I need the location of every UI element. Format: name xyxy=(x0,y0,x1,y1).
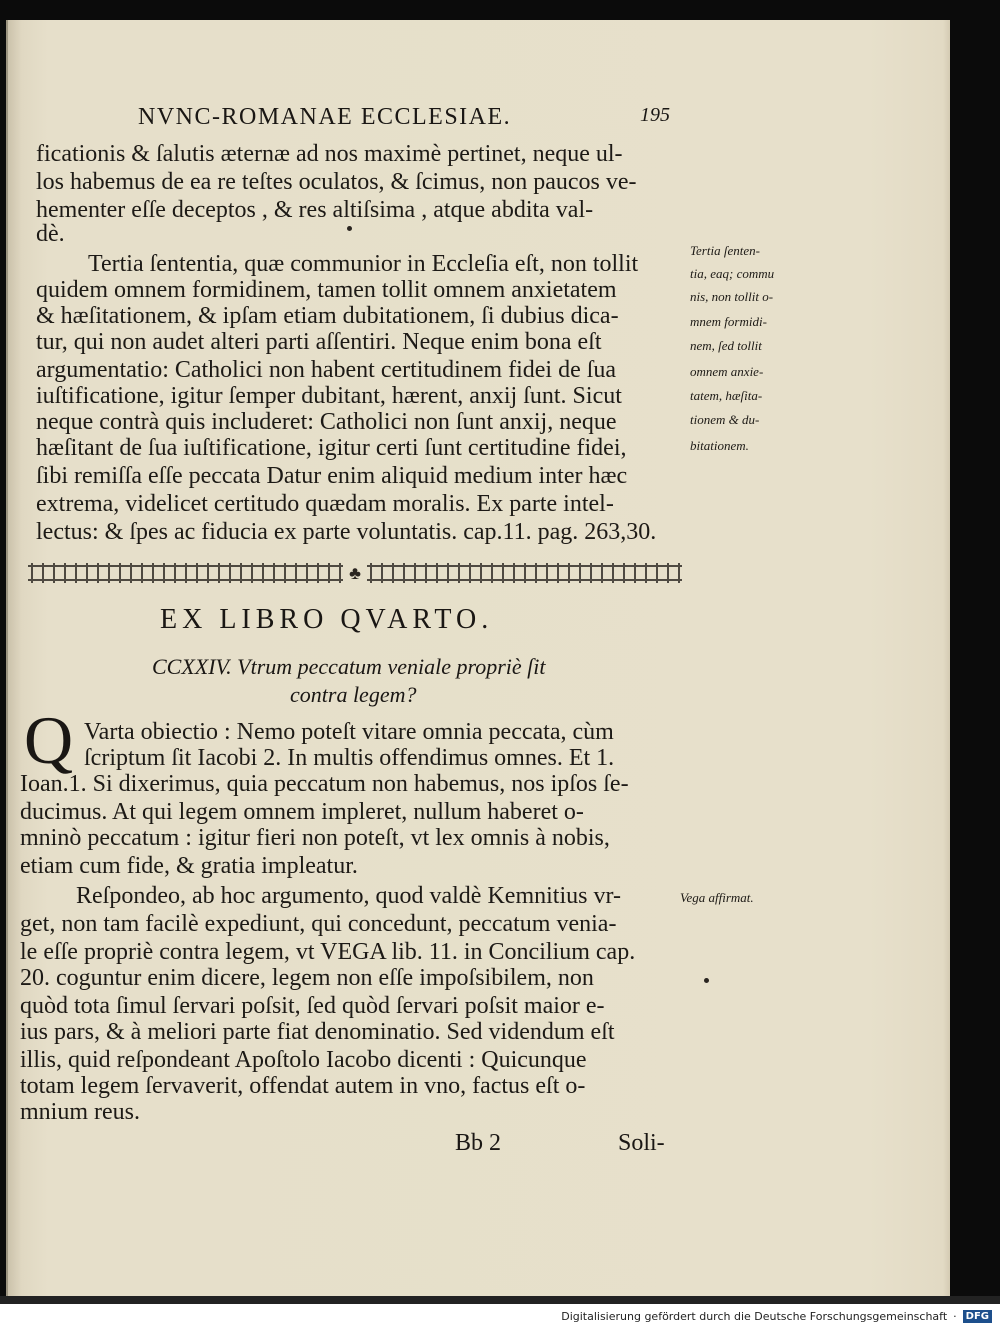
text-line: 20. coguntur enim dicere, legem non eſſe impoſsibilem, non xyxy=(20,965,594,991)
text-line: hementer eſſe deceptos , & res altiſsima , atque abdita val- xyxy=(36,197,594,223)
text-line: lectus: & ſpes ac fiducia ex parte voluntatis. cap.11. pag. 263,30. xyxy=(36,519,657,545)
ink-speck xyxy=(704,978,709,983)
separator: · xyxy=(953,1309,957,1323)
drop-cap: Q xyxy=(24,702,74,778)
text-line: Reſpondeo, ab hoc argumento, quod valdè Kemnitius vr- xyxy=(76,883,621,909)
text-line: mnium reus. xyxy=(20,1099,140,1125)
ornament-band-left xyxy=(28,563,343,583)
text-line: mninò peccatum : igitur fieri non poteſt, vt lex omnis à nobis, xyxy=(20,825,610,851)
catchword: Soli- xyxy=(618,1130,665,1156)
signature-mark: Bb 2 xyxy=(455,1130,502,1156)
margin-note-line: tionem & du- xyxy=(690,412,760,427)
text-line: Ioan.1. Si dixerimus, quia peccatum non habemus, nos ipſos ſe- xyxy=(20,771,629,797)
scan-bottom-edge xyxy=(0,1296,1000,1304)
margin-note-line: nis, non tollit o- xyxy=(690,289,774,304)
text-line: ſibi remiſſa eſſe peccata Datur enim aliquid medium inter hæc xyxy=(36,463,628,489)
text-line: le eſſe propriè contra legem, vt VEGA lib. 11. in Concilium cap. xyxy=(20,939,636,965)
running-title: NVNC-ROMANAE ECCLESIAE. xyxy=(138,104,512,130)
page-number: 195 xyxy=(640,104,670,126)
margin-note-line: nem, ſed tollit xyxy=(690,338,762,353)
text-line: neque contrà quis includeret: Catholici non ſunt anxij, neque xyxy=(36,409,617,435)
margin-note-line: tia, eaq; commu xyxy=(690,266,775,281)
text-line: totam legem ſervaverit, offendat autem in vno, factus eſt o- xyxy=(20,1073,586,1099)
text-line: hæſitant de ſua iuſtificatione, igitur certi ſunt certitudine fidei, xyxy=(36,435,627,461)
margin-note-line: Tertia ſenten- xyxy=(690,243,760,258)
text-line: iuſtificatione, igitur ſemper dubitant, hærent, anxij ſunt. Sicut xyxy=(36,383,622,409)
text-line: ſcriptum ſit Iacobi 2. In multis offendimus omnes. Et 1. xyxy=(84,745,615,771)
text-line: extrema, videlicet certitudo quædam moralis. Ex parte intel- xyxy=(36,491,614,517)
text-line: & hæſitationem, & ipſam etiam dubitationem, ſi dubius dica- xyxy=(36,303,619,329)
question-heading-line2: contra legem? xyxy=(290,682,417,707)
margin-note-line: omnem anxie- xyxy=(690,364,764,379)
margin-note-2: Vega affirmat. xyxy=(680,890,754,905)
ornamental-divider xyxy=(28,560,682,586)
dfg-logo-icon: DFG xyxy=(963,1310,992,1323)
ink-speck xyxy=(347,226,352,231)
text-line: quòd tota ſimul ſervari poſsit, ſed quòd ſervari poſsit maior e- xyxy=(20,993,605,1019)
text-line: tur, qui non audet alteri parti aſſentiri. Neque enim bona eſt xyxy=(36,329,602,355)
text-line: dè. xyxy=(36,221,65,247)
text-line: ius pars, & à meliori parte fiat denominatio. Sed videndum eſt xyxy=(20,1019,615,1045)
text-line: etiam cum fide, & gratia impleatur. xyxy=(20,853,358,879)
credit-text: Digitalisierung gefördert durch die Deutsche Forschungsgemeinschaft xyxy=(561,1309,948,1323)
digitization-credit xyxy=(561,1306,992,1326)
ornament-center-icon: ♣ xyxy=(349,562,361,583)
text-line: Tertia ſententia, quæ communior in Eccleſia eſt, non tollit xyxy=(88,251,639,277)
text-line: illis, quid reſpondeant Apoſtolo Iacobo dicenti : Quicunque xyxy=(20,1047,587,1073)
margin-note-line: bitationem. xyxy=(690,438,749,453)
section-title: EX LIBRO QVARTO. xyxy=(160,604,494,635)
text-line: quidem omnem formidinem, tamen tollit omnem anxietatem xyxy=(36,277,617,303)
text-line: ducimus. At qui legem omnem impleret, nullum haberet o- xyxy=(20,799,584,825)
text-line: get, non tam facilè expediunt, qui concedunt, peccatum venia- xyxy=(20,911,617,937)
text-line: los habemus de ea re teſtes oculatos, & ſcimus, non paucos ve- xyxy=(36,169,637,195)
ornament-band-right xyxy=(367,563,682,583)
margin-note-line: mnem formidi- xyxy=(690,314,767,329)
text-line: Varta obiectio : Nemo poteſt vitare omnia peccata, cùm xyxy=(84,719,614,745)
question-heading-line1: CCXXIV. Vtrum peccatum veniale propriè ſit xyxy=(152,654,546,679)
text-line: ficationis & ſalutis æternæ ad nos maximè pertinet, neque ul- xyxy=(36,141,623,167)
text-line: argumentatio: Catholici non habent certitudinem fidei de ſua xyxy=(36,357,617,383)
margin-note-line: tatem, hæſita- xyxy=(690,388,763,403)
